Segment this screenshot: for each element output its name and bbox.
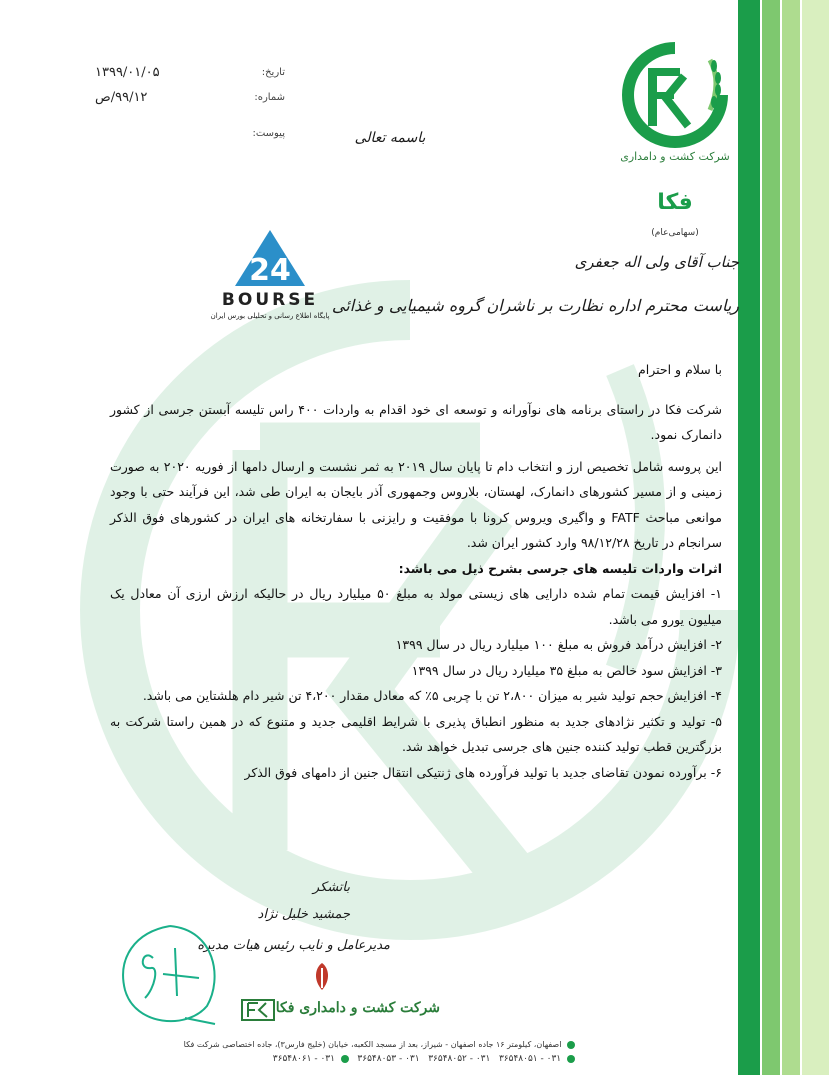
paragraph-2: این پروسه شامل تخصیص ارز و انتخاب دام تا پایان سال ۲۰۱۹ به ثمر نشست و ارسال دامها از فوریه ۲۰۲۰ به صورت زمینی و از مسیر کشورهای دانمارک، لهستان، بلاروس وجمهوری آذر بایجان به ایران طی شد، این فرآیند حتی با وجود موانعی مباحث FATF و واگیری ویروس کرونا با موفقیت و رایزنی با سفارتخانه های ایران در کشورهای فوق الذکر سرانجام در تاریخ ۹۸/۱۲/۲۸ وارد کشور ایران شد. (110, 458, 722, 550)
effect-item-3: ۳- افزایش سود خالص به مبلغ ۳۵ میلیارد ریال در سال ۱۳۹۹ (411, 662, 722, 678)
number-value: ۹۹/۱۲/ص (95, 90, 148, 105)
company-stamp (240, 996, 440, 1026)
signature-thanks: باتشکر (312, 880, 350, 895)
bourse-word: BOURSE (221, 290, 319, 310)
letter-body (110, 357, 722, 785)
company-stamp-text: شرکت کشت و دامداری فکا (275, 1000, 440, 1016)
company-logo (610, 40, 740, 238)
location-icon (567, 1041, 575, 1049)
bourse-tagline: پایگاه اطلاع رسانی و تحلیلی بورس ایران (210, 312, 330, 320)
phone-1: ۰۳۱ - ۳۶۵۴۸۰۵۱ (498, 1054, 562, 1064)
effect-item-6: ۶- برآورده نمودن تقاضای جدید با تولید فرآورده های ژنتیکی انتقال جنین از دامهای فوق الذکر (244, 764, 722, 780)
footer-phones (175, 1054, 575, 1064)
date-value: ۱۳۹۹/۰۱/۰۵ (95, 65, 160, 80)
number-row (85, 90, 285, 110)
phone-2: ۰۳۱ - ۳۶۵۴۸۰۵۲ (428, 1054, 491, 1064)
effects-heading: اثرات واردات تلیسه های جرسی بشرح ذیل می باشد: (398, 560, 722, 576)
fka-stamp-logo-icon (240, 998, 276, 1022)
footer-address-text: اصفهان، کیلومتر ۱۶ جاده اصفهان - شیراز، بعد از مسجد الکعبه، خیابان (خلیج فارس۳)، جاده اختصاصی شرکت فکا (183, 1040, 562, 1049)
invocation: باسمه تعالی (354, 130, 426, 146)
number-label: شماره: (254, 92, 285, 103)
effect-item-4: ۴- افزایش حجم تولید شیر به میزان ۲،۸۰۰ تن با چربی ۵٪ که معادل مقدار ۴،۲۰۰ تن شیر دام هلشتاین می باشد. (142, 688, 722, 703)
effect-item-1: ۱- افزایش قیمت تمام شده دارایی های زیستی مولد به مبلغ ۵۰ میلیارد ریال در حالیکه ارزش ارزی آن معادل یک میلیون یورو می باشد. (110, 586, 722, 627)
green-stripe-light (782, 0, 800, 1075)
phone-icon (567, 1055, 575, 1063)
attachment-label: پیوست: (252, 128, 285, 139)
date-label: تاریخ: (261, 67, 285, 78)
green-stripe-medium (762, 0, 780, 1075)
company-name: شرکت کشت و دامداری (620, 150, 730, 163)
company-public-label: (سهامی‌عام) (651, 228, 699, 238)
date-row (85, 65, 285, 85)
bourse24-number: 24 (249, 253, 291, 288)
green-stripe-pale (802, 0, 829, 1075)
addressee-name: جناب آقای ولی اله جعفری (574, 253, 739, 271)
attachment-row (85, 126, 285, 146)
addressee-title: ریاست محترم اداره نظارت بر ناشران گروه شیمیایی و غذائی (331, 296, 739, 315)
signer-title: مدیرعامل و نایب رئیس هیات مدیره (197, 938, 390, 953)
iran-emblem-icon (305, 960, 339, 994)
effect-item-2: ۲- افزایش درآمد فروش به مبلغ ۱۰۰ میلیارد ریال در سال ۱۳۹۹ (395, 637, 722, 652)
paragraph-1: شرکت فکا در راستای برنامه های نوآورانه و توسعه ای خود اقدام به واردات ۴۰۰ راس تلیسه آبستن جرسی از کشور دانمارک نمود. (110, 401, 722, 442)
whatsapp-icon (341, 1055, 349, 1063)
fka-logo-icon (610, 40, 740, 150)
phone-4: ۰۳۱ - ۳۶۵۴۸۰۶۱ (272, 1054, 335, 1064)
greeting: با سلام و احترام (638, 362, 722, 377)
phone-3: ۰۳۱ - ۳۶۵۴۸۰۵۳ (357, 1054, 420, 1064)
footer-address (175, 1040, 575, 1049)
company-brand: فکا (657, 190, 693, 215)
handwritten-signature-icon (115, 918, 225, 1028)
effect-item-5: ۵- تولید و تکثیر نژادهای جدید به منظور انطباق پذیری با شرایط اقلیمی جدید و متنوع که در همین راستا شرکت به بزرگترین قطب تولید کننده جنین های جرسی تبدیل خواهد شد. (110, 713, 722, 754)
signer-name: جمشید خلیل نژاد (257, 907, 350, 922)
